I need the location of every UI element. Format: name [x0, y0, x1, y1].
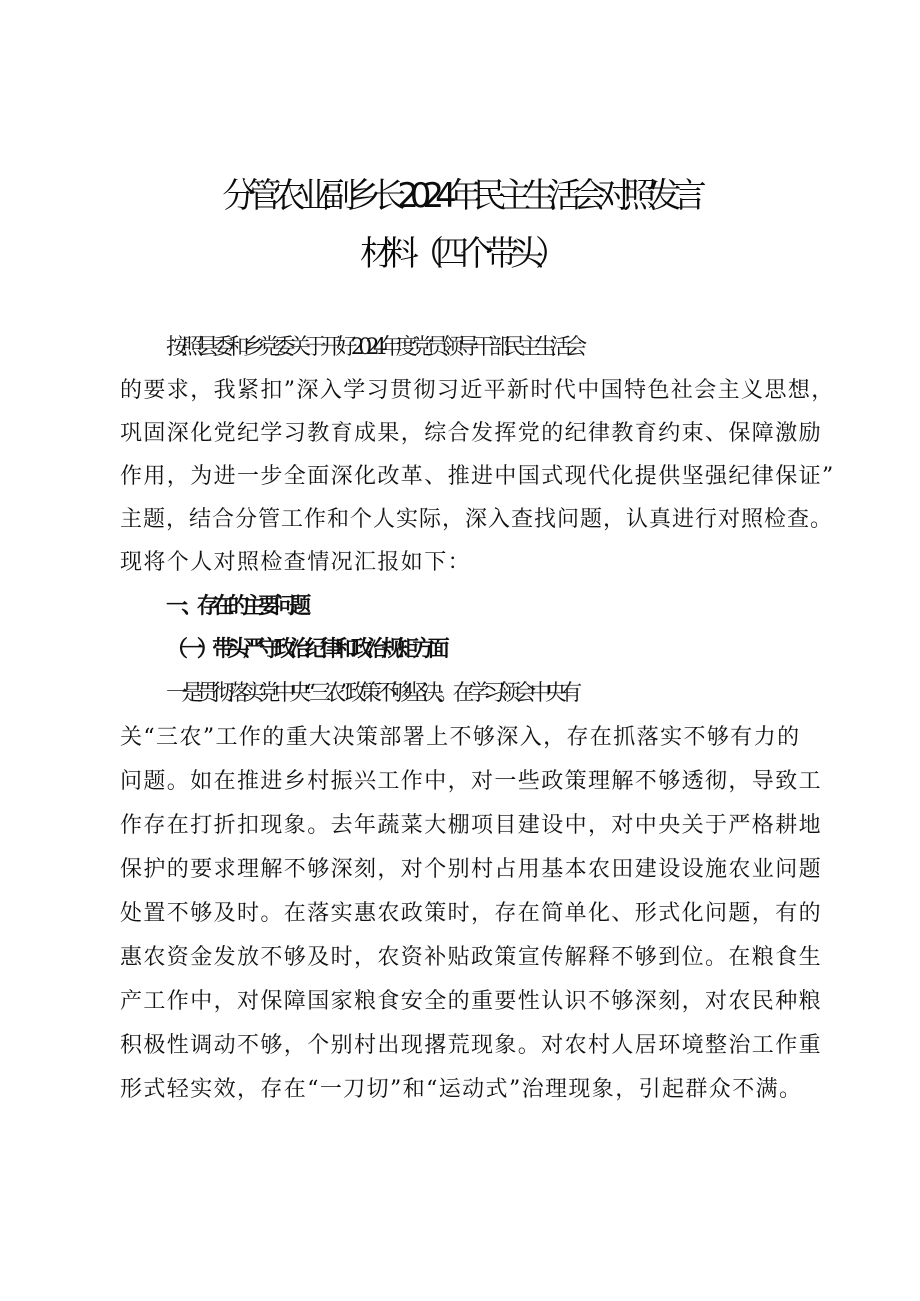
document-title-line-1: 分管农业副乡长2024年民主生活会对照发言 [222, 176, 698, 216]
intro-line: 现将个人对照检查情况汇报如下： [120, 550, 472, 575]
document-title-line-2: 材料（四个带头） [360, 234, 560, 274]
subsection-heading: （一）带头严守政治纪律和政治规矩方面 [166, 637, 444, 662]
section-heading: 一、存在的主要问题 [166, 594, 305, 619]
intro-line: 作用，为进一步全面深化改革、推进中国式现代化提供坚强纪律保证” [120, 464, 835, 489]
body-line: 处置不够及时。在落实惠农政策时，存在简单化、形式化问题，有的 [120, 901, 823, 926]
body-line: 问题。如在推进乡村振兴工作中，对一些政策理解不够透彻，导致工 [120, 769, 823, 794]
body-line: 形式轻实效，存在“一刀切”和“运动式”治理现象，引起群众不满。 [120, 1077, 803, 1102]
intro-line: 巩固深化党纪学习教育成果，综合发挥党的纪律教育约束、保障激励 [120, 421, 823, 446]
body-line: 一是贯彻落实党中央“三农”政策不够坚决。在学习领会中央有 [166, 681, 576, 706]
intro-line: 的要求，我紧扣”深入学习贯彻习近平新时代中国特色社会主义思想， [120, 378, 835, 403]
intro-line: 按照县委和乡党委关于开好2024年度党员领导干部民主生活会 [166, 335, 581, 360]
intro-line: 主题，结合分管工作和个人实际，深入查找问题，认真进行对照检查。 [120, 507, 834, 532]
body-line: 惠农资金发放不够及时，农资补贴政策宣传解释不够到位。在粮食生 [120, 945, 823, 970]
body-line: 产工作中，对保障国家粮食安全的重要性认识不够深刻，对农民种粮 [120, 989, 823, 1014]
body-line: 关“三农”工作的重大决策部署上不够深入，存在抓落实不够有力的 [120, 725, 801, 750]
body-line: 作存在打折扣现象。去年蔬菜大棚项目建设中，对中央关于严格耕地 [120, 813, 823, 838]
body-line: 保护的要求理解不够深刻，对个别村占用基本农田建设设施农业问题 [120, 857, 823, 882]
body-line: 积极性调动不够，个别村出现撂荒现象。对农村人居环境整治工作重 [120, 1033, 823, 1058]
